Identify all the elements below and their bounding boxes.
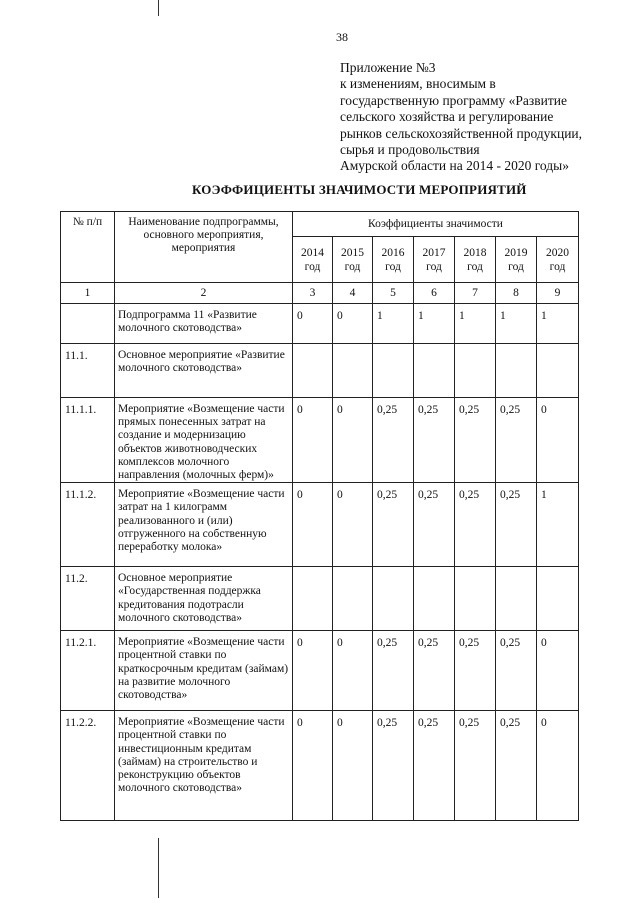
row-code: 11.1.1. xyxy=(61,398,115,483)
row-code: 11.1.2. xyxy=(61,483,115,567)
header-year xyxy=(455,237,496,283)
row-code: 11.1. xyxy=(61,344,115,398)
column-number: 5 xyxy=(373,283,414,304)
column-number: 3 xyxy=(293,283,333,304)
coefficient-cell xyxy=(537,344,579,398)
coefficient-cell: 1 xyxy=(537,483,579,567)
table-row xyxy=(61,304,579,344)
row-code: 11.2.1. xyxy=(61,631,115,711)
coefficient-cell: 0,25 xyxy=(496,483,537,567)
table-row xyxy=(61,567,579,631)
coefficient-cell: 0,25 xyxy=(455,711,496,821)
table-row xyxy=(61,631,579,711)
coefficient-cell xyxy=(333,344,373,398)
row-name: Основное мероприятие «Государственная поддержка кредитования подотрасли молочного скотоводства» xyxy=(115,567,293,631)
row-code: 11.2.2. xyxy=(61,711,115,821)
column-number: 1 xyxy=(61,283,115,304)
coefficient-cell: 0,25 xyxy=(496,631,537,711)
header-year-unit: год xyxy=(467,260,483,273)
coefficient-cell xyxy=(455,344,496,398)
column-number: 4 xyxy=(333,283,373,304)
row-name: Мероприятие «Возмещение части прямых понесенных затрат на создание и модернизацию объектов животноводческих комплексов молочного направления (молочных ферм)» xyxy=(115,398,293,483)
coefficient-cell xyxy=(293,344,333,398)
table-row xyxy=(61,344,579,398)
coefficient-cell xyxy=(496,344,537,398)
header-year xyxy=(537,237,579,283)
header-year-value: 2019 xyxy=(504,246,528,259)
header-year-value: 2017 xyxy=(422,246,446,259)
row-name: Подпрограмма 11 «Развитие молочного скотоводства» xyxy=(115,304,293,344)
coefficient-cell: 0,25 xyxy=(373,398,414,483)
coefficient-cell: 0,25 xyxy=(373,711,414,821)
coefficient-cell xyxy=(414,567,455,631)
coefficient-cell: 0 xyxy=(537,631,579,711)
coefficient-cell: 0 xyxy=(333,483,373,567)
header-year-unit: год xyxy=(385,260,401,273)
coefficient-cell: 0,25 xyxy=(373,631,414,711)
coefficient-cell xyxy=(414,344,455,398)
coefficient-cell: 0 xyxy=(293,483,333,567)
appendix-line: государственную программу «Развитие xyxy=(340,92,567,108)
coefficient-cell: 0,25 xyxy=(373,483,414,567)
header-year xyxy=(333,237,373,283)
column-number: 9 xyxy=(537,283,579,304)
appendix-line: Амурской области на 2014 - 2020 годы» xyxy=(340,158,569,174)
row-name: Мероприятие «Возмещение части процентной ставки по краткосрочным кредитам (займам) на развитие молочного скотоводства» xyxy=(115,631,293,711)
coefficient-cell xyxy=(537,567,579,631)
header-year-unit: год xyxy=(304,260,321,273)
column-number: 2 xyxy=(115,283,293,304)
coefficient-cell: 0 xyxy=(537,398,579,483)
scan-line-top xyxy=(158,0,159,16)
coefficient-cell xyxy=(373,567,414,631)
coefficient-cell: 0,25 xyxy=(414,398,455,483)
coefficient-cell: 1 xyxy=(455,304,496,344)
coefficient-cell xyxy=(373,344,414,398)
header-year xyxy=(496,237,537,283)
row-code xyxy=(61,304,115,344)
coefficient-cell: 1 xyxy=(496,304,537,344)
header-year xyxy=(414,237,455,283)
column-numbers-row xyxy=(61,283,579,304)
coefficient-cell: 0,25 xyxy=(455,483,496,567)
table-row xyxy=(61,398,579,483)
header-year-unit: год xyxy=(344,260,361,273)
coefficient-cell xyxy=(333,567,373,631)
header-year-value: 2018 xyxy=(463,246,487,259)
header-year-unit: год xyxy=(426,260,442,273)
row-name: Основное мероприятие «Развитие молочного скотоводства» xyxy=(115,344,293,398)
coefficient-cell: 1 xyxy=(414,304,455,344)
appendix-block xyxy=(340,60,630,175)
appendix-line: к изменениям, вносимым в xyxy=(340,76,496,92)
coefficient-cell: 0 xyxy=(293,304,333,344)
header-year xyxy=(293,237,333,283)
page-number: 38 xyxy=(336,30,348,44)
coefficient-cell xyxy=(293,567,333,631)
coefficient-cell: 0 xyxy=(333,304,373,344)
coefficient-cell: 0,25 xyxy=(496,711,537,821)
appendix-line: Приложение №3 xyxy=(340,60,436,75)
row-name: Мероприятие «Возмещение части процентной ставки по инвестиционным кредитам (займам) на строительство и реконструкцию объектов молочного скотоводства» xyxy=(115,711,293,821)
coefficient-cell: 0 xyxy=(293,711,333,821)
header-year-value: 2020 xyxy=(546,246,569,259)
table-row xyxy=(61,711,579,821)
table-row xyxy=(61,483,579,567)
row-code: 11.2. xyxy=(61,567,115,631)
column-number: 6 xyxy=(414,283,455,304)
header-coefficients: Коэффициенты значимости xyxy=(293,212,579,237)
coefficient-cell: 0 xyxy=(293,631,333,711)
appendix-line: рынков сельскохозяйственной продукции, xyxy=(340,125,583,141)
coefficient-cell xyxy=(455,567,496,631)
appendix-line: сельского хозяйства и регулирование xyxy=(340,109,554,125)
header-year xyxy=(373,237,414,283)
row-name: Мероприятие «Возмещение части затрат на 1 килограмм реализованного и (или) отгруженного на собственную переработку молока» xyxy=(115,483,293,567)
header-num: № п/п xyxy=(61,212,115,283)
header-year-value: 2014 xyxy=(301,246,324,259)
coefficient-cell: 0 xyxy=(333,398,373,483)
coefficient-cell: 0,25 xyxy=(455,398,496,483)
coefficient-cell: 0 xyxy=(537,711,579,821)
column-number: 7 xyxy=(455,283,496,304)
header-year-value: 2015 xyxy=(341,246,364,259)
appendix-line: сырья и продовольствия xyxy=(340,142,480,158)
column-number: 8 xyxy=(496,283,537,304)
coefficient-cell xyxy=(496,567,537,631)
coefficient-cell: 0,25 xyxy=(414,483,455,567)
coefficient-cell: 0 xyxy=(293,398,333,483)
document-title: КОЭФФИЦИЕНТЫ ЗНАЧИМОСТИ МЕРОПРИЯТИЙ xyxy=(192,182,527,197)
header-year-unit: год xyxy=(549,260,566,273)
coefficient-cell: 0,25 xyxy=(455,631,496,711)
coefficient-cell: 0,25 xyxy=(414,711,455,821)
header-name: Наименование подпрограммы, основного мероприятия, мероприятия xyxy=(115,212,293,283)
coefficients-table xyxy=(60,211,579,821)
scan-line-bottom xyxy=(158,838,159,898)
header-year-value: 2016 xyxy=(381,246,405,259)
coefficient-cell: 0,25 xyxy=(496,398,537,483)
coefficient-cell: 0,25 xyxy=(414,631,455,711)
coefficient-cell: 1 xyxy=(537,304,579,344)
coefficient-cell: 0 xyxy=(333,711,373,821)
header-year-unit: год xyxy=(508,260,524,273)
coefficient-cell: 0 xyxy=(333,631,373,711)
coefficient-cell: 1 xyxy=(373,304,414,344)
